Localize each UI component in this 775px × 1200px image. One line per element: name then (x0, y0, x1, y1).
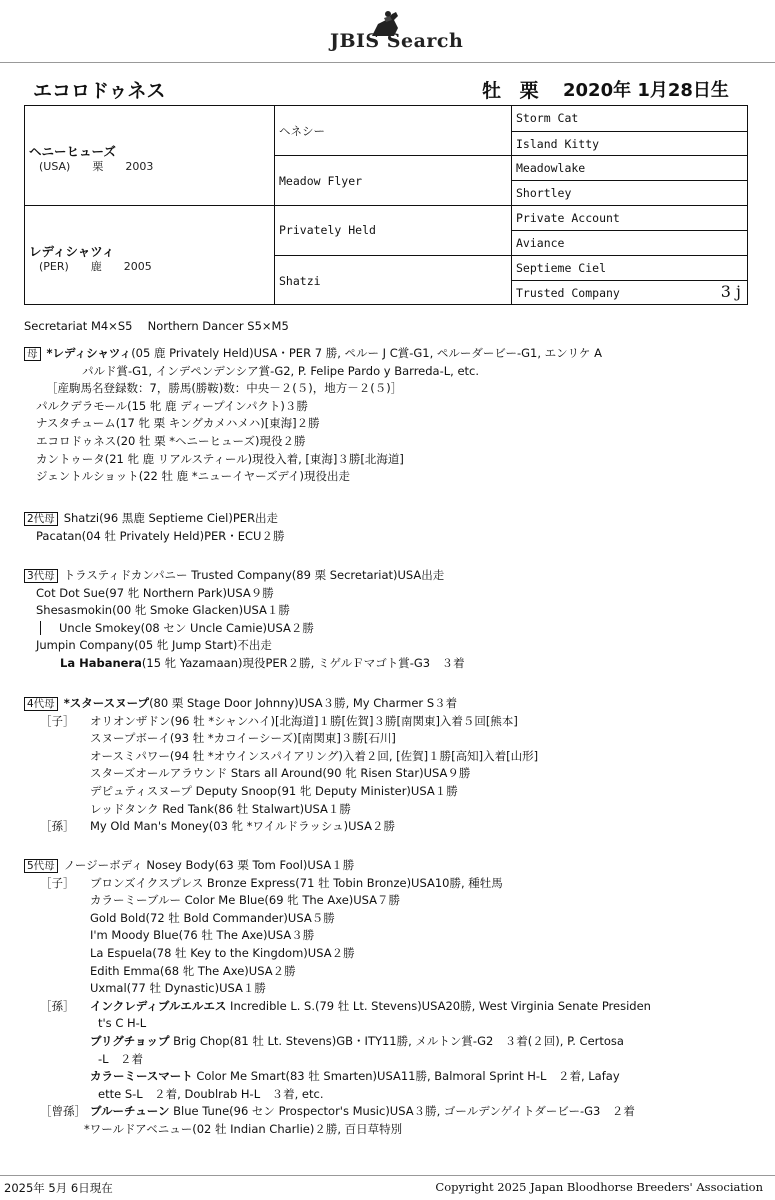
child-item[interactable]: デピュティスヌープ Deputy Snoop(91 牝 Deputy Minister)USA１勝 (90, 783, 458, 798)
gen3-name-5: Private Account (516, 211, 620, 225)
grandchild-record: Color Me Smart(83 牡 Smarten)USA11勝, Balmoral Sprint H-L ２着, Lafay (192, 1069, 620, 1084)
children-label: ［子］ (40, 875, 75, 890)
copyright: Copyright 2025 Japan Bloodhorse Breeders' Association (435, 1180, 763, 1194)
gen3-cell-3[interactable] (511, 155, 747, 180)
grandchild-name[interactable]: カラーミースマート (90, 1069, 193, 1084)
dam4-section (24, 695, 538, 836)
foal-item[interactable]: ジェントルショット(22 牡 鹿 *ニューイヤーズデイ)現役出走 (36, 469, 350, 484)
dam4-record: (80 栗 Stage Door Johnny)USA３勝, My Charmer S３着 (149, 696, 458, 710)
gen3-cell-5[interactable] (511, 205, 747, 230)
grandchild-name[interactable]: インクレディブルエルエス (90, 998, 227, 1013)
dam3-grandfoal[interactable]: Uncle Smokey(08 セン Uncle Camie)USA２勝 (40, 621, 314, 635)
as-of-date: 2025年 5月 6日現在 (4, 1181, 113, 1195)
child-item[interactable]: オースミパワー(94 牡 *オウインスパイアリング)入着２回, [佐賀]１勝[高知]入着[山形] (90, 748, 539, 763)
great-grandchild-item[interactable]: *ワールドアベニュー(02 牡 Indian Charlie)２勝, 百日草特別 (84, 1121, 403, 1136)
dam-dam-name: Shatzi (279, 274, 321, 288)
gen3-name-2: Island Kitty (516, 137, 600, 151)
horse-birth-date: 2020年 1月28日生 (563, 80, 729, 101)
dam-name: レディシャツィ (29, 244, 115, 259)
gen3-name-8: Trusted Company (516, 286, 620, 300)
dam5-line[interactable]: ノージーボディ Nosey Body(63 栗 Tom Fool)USA１勝 (63, 858, 355, 872)
dam2-tag: 2代母 (24, 512, 58, 526)
dam-cell[interactable] (25, 205, 274, 304)
gen3-cell-2[interactable] (511, 131, 747, 155)
dam1-tag: 母 (24, 347, 41, 361)
gen3-name-3: Meadowlake (516, 161, 586, 175)
dam4-tag: 4代母 (24, 697, 58, 711)
dam3-foal[interactable]: Cot Dot Sue(97 牝 Northern Park)USA９勝 (36, 585, 274, 600)
dam2-section (24, 510, 284, 545)
footer-divider (0, 1175, 775, 1176)
dam5-section (24, 857, 651, 1139)
foal-item[interactable]: ナスタチューム(17 牝 栗 キングカメハメハ)[東海]２勝 (36, 416, 320, 431)
grandchild-record: Brig Chop(81 牡 Lt. Stevens)GB・ITY11勝, メルトン賞-G2 ３着(２回), P. Certosa (169, 1033, 624, 1048)
child-item[interactable]: I'm Moody Blue(76 牡 The Axe)USA３勝 (90, 928, 315, 943)
child-item[interactable]: Edith Emma(68 牝 The Axe)USA２勝 (90, 963, 296, 978)
child-item[interactable]: スヌープボーイ(93 牡 *カコイーシーズ)[南関東]３勝[石川] (90, 731, 396, 746)
sire-dam-name: Meadow Flyer (279, 174, 363, 188)
dam2-foal[interactable]: Pacatan(04 牡 Privately Held)PER・ECU２勝 (36, 528, 285, 543)
logo-text: JBIS Search (330, 30, 464, 52)
dam3-foal[interactable]: Jumpin Company(05 牝 Jump Start)不出走 (36, 638, 272, 653)
grandchild-record: Incredible L. S.(79 牡 Lt. Stevens)USA20勝, West Virginia Senate Presiden (226, 998, 651, 1013)
gen3-cell-1[interactable] (511, 106, 747, 131)
child-item[interactable]: ブロンズイクスプレス Bronze Express(71 牡 Tobin Bronze)USA10勝, 種牡馬 (90, 875, 503, 890)
grandchildren-label: ［孫］ (40, 819, 75, 834)
horse-sex-color: 牡 栗 (482, 80, 545, 102)
gen3-cell-8[interactable] (511, 280, 747, 304)
sire-sire-cell[interactable] (274, 106, 511, 155)
dam1-record: (05 鹿 Privately Held)USA・PER 7 勝, ペルー J C賞-G1, ペルーダービー-G1, エンリケ A (131, 346, 602, 360)
child-item[interactable]: レッドタンク Red Tank(86 牡 Stalwart)USA１勝 (90, 801, 351, 816)
dam3-foal[interactable]: Shesasmokin(00 牝 Smoke Glacken)USA１勝 (36, 603, 290, 618)
children-label: ［子］ (40, 713, 75, 728)
grandchild-record-cont: t's C H-L (98, 1016, 147, 1031)
gen3-cell-4[interactable] (511, 180, 747, 205)
dam1-section (24, 345, 602, 486)
dam-sire-cell[interactable] (274, 205, 511, 255)
foal-item[interactable]: エコロドゥネス(20 牡 栗 *ヘニーヒューズ)現役２勝 (36, 433, 306, 448)
sire-info: (USA) 栗 2003 (39, 160, 154, 173)
gen3-name-7: Septieme Ciel (516, 261, 607, 275)
dam5-tag: 5代母 (24, 859, 58, 873)
sire-name: ヘニーヒューズ (29, 144, 116, 159)
dam1-name[interactable]: *レディシャツィ (46, 346, 132, 360)
sire-sire-name: ヘネシー (279, 124, 325, 138)
dam-dam-cell[interactable] (274, 255, 511, 304)
child-item[interactable]: La Espuela(78 牡 Key to the Kingdom)USA２勝 (90, 945, 355, 960)
horse-name: エコロドゥネス (33, 80, 166, 102)
inbreeding-line: Secretariat M4×S5 Northern Dancer S5×M5 (24, 319, 289, 333)
dam1-progeny-stats: ［産駒馬名登録数：7，勝馬(勝鞍)数：中央－２(５)，地方－２(５)］ (46, 381, 403, 396)
dam3-grandfoal-record: (15 牝 Yazamaan)現役PER２勝, ミゲルＦマゴト賞-G3 ３着 (141, 655, 465, 670)
gen3-name-1: Storm Cat (516, 111, 579, 125)
grandchild-record-cont: ette S-L ２着, Doublrab H-L ３着, etc. (98, 1086, 324, 1101)
gen3-cell-6[interactable] (511, 230, 747, 255)
dam3-section (24, 567, 465, 673)
dam2-line[interactable]: Shatzi(96 黒鹿 Septieme Ciel)PER出走 (63, 511, 279, 525)
gen3-cell-7[interactable] (511, 255, 747, 280)
grandchild-name[interactable]: ブリグチョップ (90, 1033, 170, 1048)
sire-cell[interactable] (25, 106, 274, 205)
dam4-name[interactable]: *スタースヌープ (63, 696, 150, 710)
great-grandchild-name[interactable]: ブルーチューン (90, 1104, 170, 1119)
child-item[interactable]: オリオンザドン(96 牡 *シャンハイ)[北海道]１勝[佐賀]３勝[南関東]入着５回[熊本] (90, 713, 518, 728)
header-divider (0, 62, 775, 63)
horse-title-row (0, 76, 775, 104)
dam-sire-name: Privately Held (279, 223, 376, 237)
dam3-tag: 3代母 (24, 569, 58, 583)
child-item[interactable]: スターズオールアラウンド Stars all Around(90 牝 Risen Star)USA９勝 (90, 766, 471, 781)
jbis-logo[interactable] (326, 8, 466, 54)
foal-item[interactable]: パルクデラモール(15 牝 鹿 ディープインパクト)３勝 (36, 398, 308, 413)
gen3-name-4: Shortley (516, 186, 572, 200)
great-grandchildren-label: ［曾孫］ (40, 1104, 86, 1119)
child-item[interactable]: Gold Bold(72 牡 Bold Commander)USA５勝 (90, 910, 335, 925)
pedigree-table (24, 105, 748, 305)
dam1-record-cont: パルド賞-G1, インデペンデンシア賞-G2, P. Felipe Pardo y Barreda-L, etc. (82, 363, 480, 378)
grandchild-item[interactable]: My Old Man's Money(03 牝 *ワイルドラッシュ)USA２勝 (90, 819, 395, 834)
dam-info: (PER) 鹿 2005 (39, 260, 152, 273)
dam3-line[interactable]: トラスティドカンパニー Trusted Company(89 栗 Secretariat)USA出走 (63, 568, 445, 582)
foal-item[interactable]: カントゥータ(21 牝 鹿 リアルスティール)現役入着, [東海]３勝[北海道] (36, 451, 404, 466)
family-number: 3 j (720, 282, 741, 301)
child-item[interactable]: カラーミーブルー Color Me Blue(69 牝 The Axe)USA７勝 (90, 893, 401, 908)
sire-dam-cell[interactable] (274, 155, 511, 205)
grandchild-record-cont: -L ２着 (98, 1051, 144, 1066)
child-item[interactable]: Uxmal(77 牡 Dynastic)USA１勝 (90, 981, 266, 996)
dam3-grandfoal-name[interactable]: La Habanera (60, 655, 142, 670)
great-grandchild-record: Blue Tune(96 セン Prospector's Music)USA３勝, ゴールデンゲイトダービー-G3 ２着 (169, 1104, 635, 1119)
gen3-name-6: Aviance (516, 236, 565, 250)
grandchildren-label: ［孫］ (40, 998, 75, 1013)
